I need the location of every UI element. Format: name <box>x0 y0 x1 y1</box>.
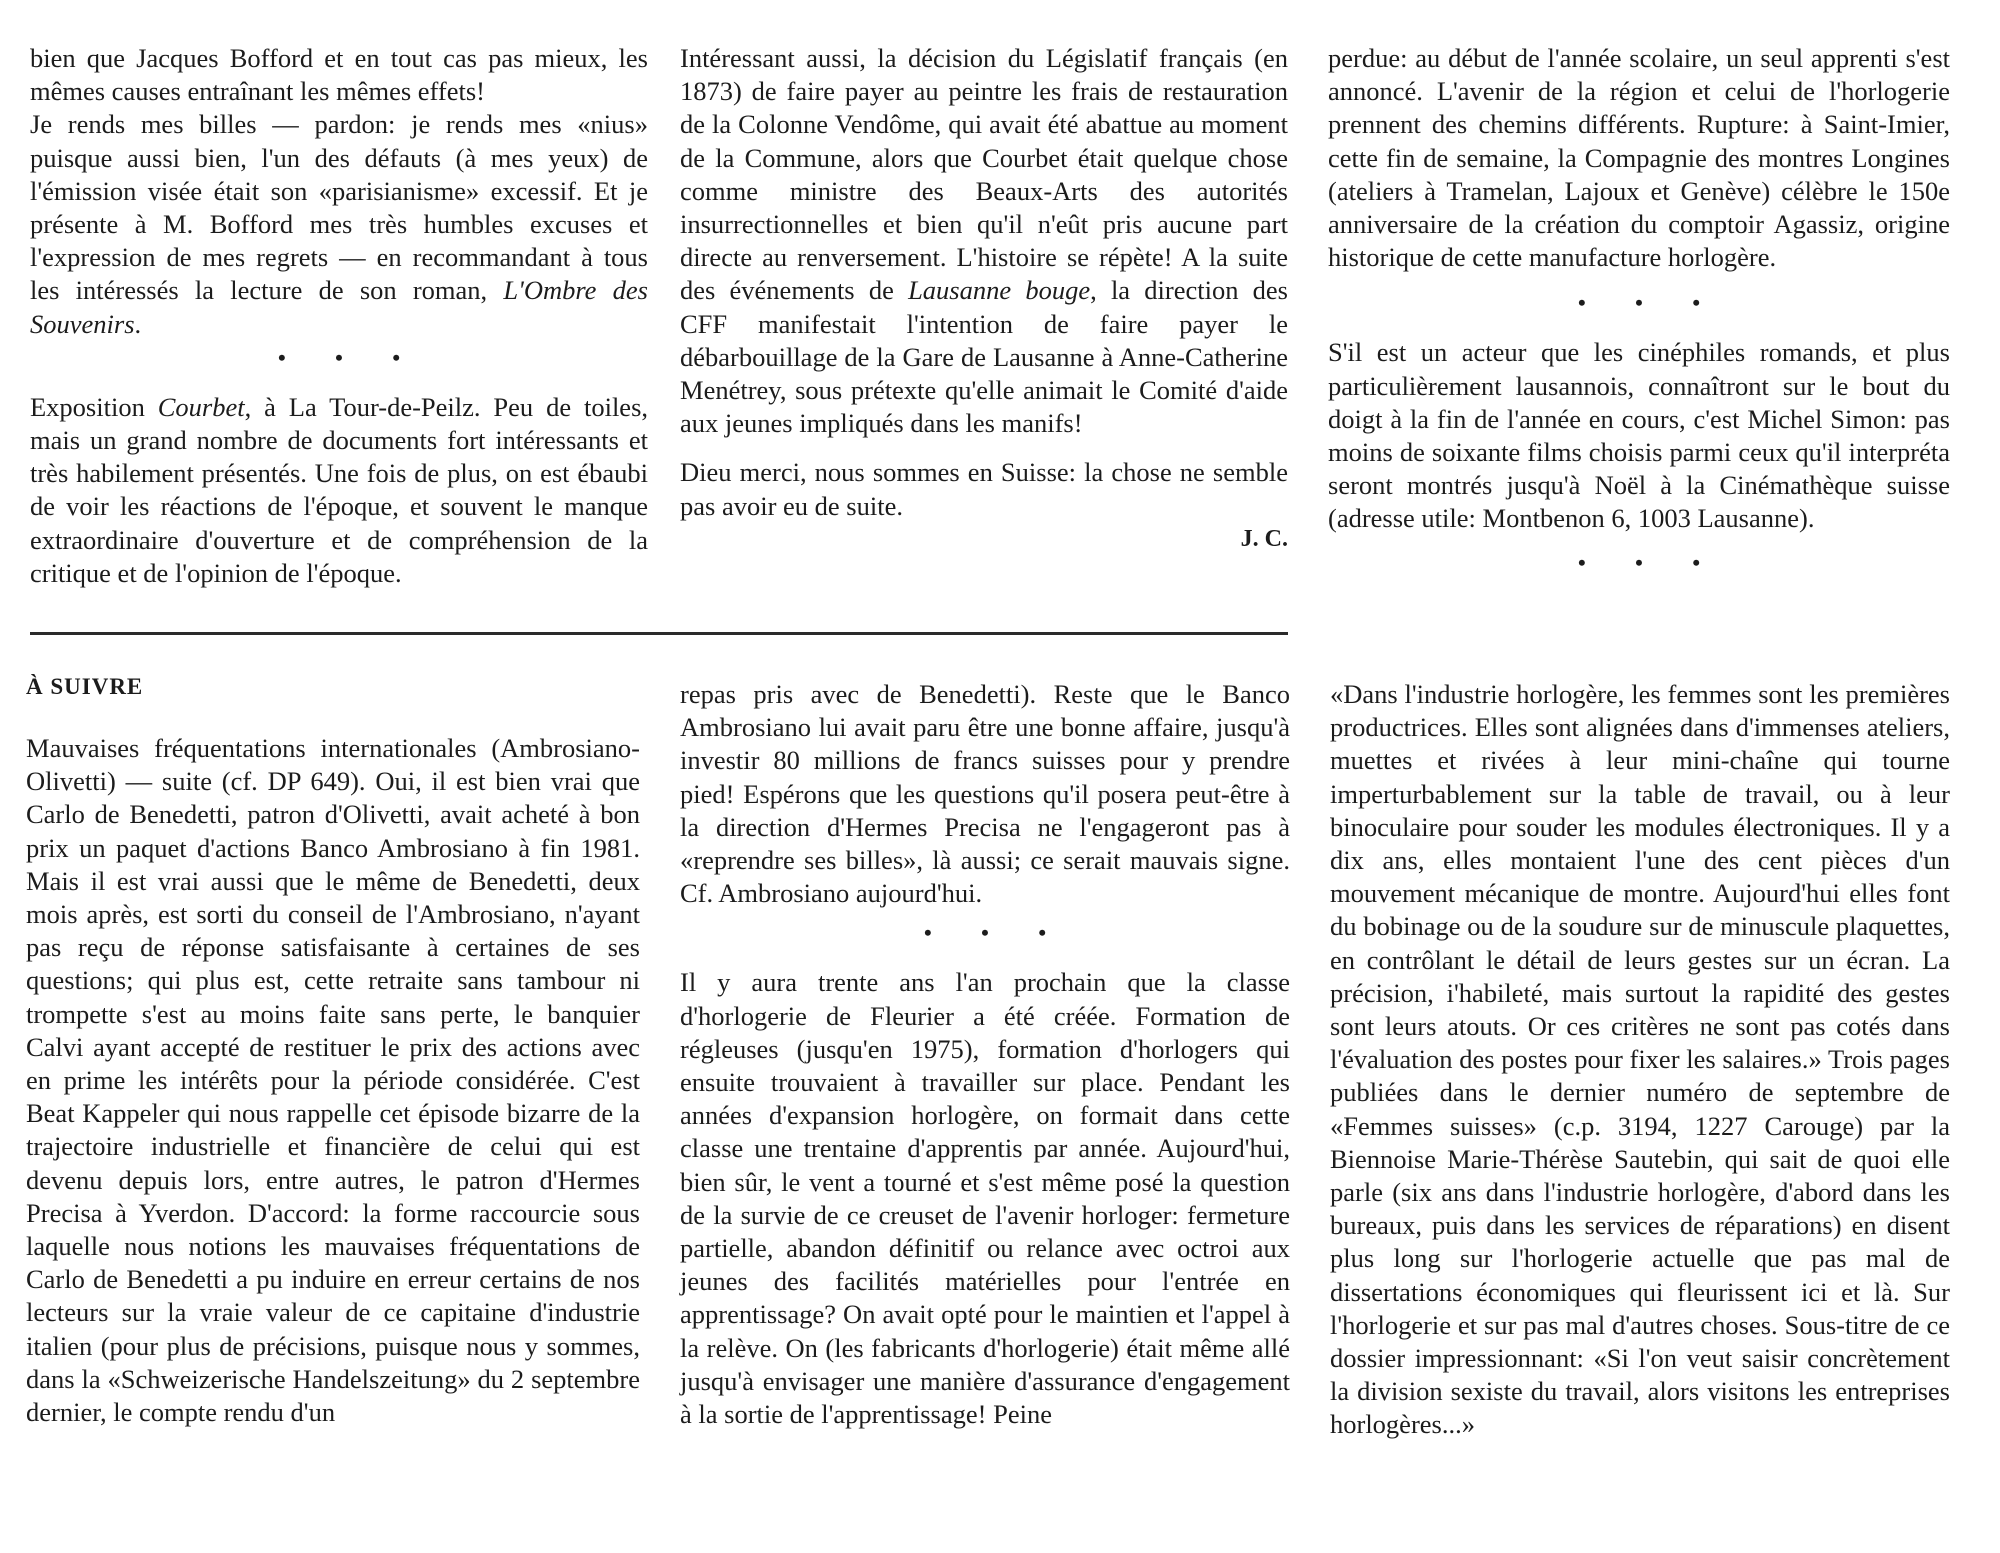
separator-stars: • • • <box>923 920 1069 946</box>
paragraph: bien que Jacques Bofford et en tout cas pas mieux, les mêmes causes entraînant les mêmes effets! <box>30 43 648 107</box>
paragraph: Mauvaises fréquentations internationales (Ambrosiano-Olivetti) — suite (cf. DP 649). Oui, il est bien vrai que Carlo de Benedetti, patron d'Olivetti, avait acheté à bon prix un paquet d'actions Banco Ambrosiano à fin 1981. Mais il est vrai aussi que le même de Benedetti, deux mois après, est sorti du conseil de l'Ambrosiano, n'ayant pas reçu de réponse satisfaisante à certaines de ses questions; qui plus est, cette retraite sans tambour ni trompette s'est au moins faite sans perte, le banquier Calvi ayant accepté de restituer le prix des actions avec en prime les intérêts pour la période considérée. C'est Beat Kappeler qui nous rappelle cet épisode bizarre de la trajectoire industrielle et financière de celui qui est devenu depuis lors, entre autres, le patron d'Hermes Precisa à Yverdon. D'accord: la forme raccourcie sous laquelle nous notions les mauvaises fréquentations de Carlo de Benedetti a pu induire en erreur certains de nos lecteurs sur la vraie valeur de ce capitaine d'industrie italien (pour plus de précisions, puisque nous y sommes, dans la «Schweizerische Handelszeitung» du 2 septembre dernier, le compte rendu d'un <box>26 733 640 1428</box>
bottom-column-1 <box>26 672 640 1429</box>
show-title: Lausanne bouge <box>908 275 1091 306</box>
bottom-column-2 <box>680 678 1290 1431</box>
bottom-column-3 <box>1330 678 1950 1442</box>
top-column-3 <box>1328 42 1950 580</box>
paragraph: S'il est un acteur que les cinéphiles romands, et plus particulièrement lausannois, connaîtront sur le bout du doigt à la fin de l'année en cours, c'est Michel Simon: pas moins de soixante films choisis parmi ceux qu'il interpréta seront montrés jusqu'à Noël à la Cinémathèque suisse (adresse utile: Montbenon 6, 1003 Lausanne). <box>1328 337 1950 534</box>
paragraph: Je rends mes billes — pardon: je rends mes «nius» puisque aussi bien, l'un des défauts (à mes yeux) de l'émission visée était son «parisianisme» excessif. Et je présente à M. Bofford mes très humbles excuses et l'expression de mes regrets — en recommandant à tous les intéressés la lecture de son roman, L'Ombre des Souvenirs. <box>30 109 648 339</box>
painter-name: Courbet <box>157 391 245 422</box>
paragraph: Intéressant aussi, la décision du Législatif français (en 1873) de faire payer au peintre les frais de restauration de la Colonne Vendôme, qui avait été abattue au moment de la Commune, alors que Courbet était quelque chose comme ministre des Beaux-Arts des autorités insurrectionnelles et bien qu'il n'eût pris aucune part directe au renversement. L'histoire se répète! A la suite des événements de Lausanne bouge, la direction des CFF manifestait l'intention de faire payer le débarbouillage de la Gare de Lausanne à Anne-Catherine Menétrey, sous prétexte qu'elle animait le Comité d'aide aux jeunes impliqués dans les manifs! <box>680 43 1288 439</box>
book-title: L'Ombre des Souvenirs <box>30 275 648 339</box>
paragraph: Exposition Courbet, à La Tour-de-Peilz. Peu de toiles, mais un grand nombre de documents fort intéressants et très habilement présentés. Une fois de plus, on est ébaubi de voir les réactions de l'époque, et souvent le manque extraordinaire d'ouverture et de compréhension de la critique et de l'opinion de l'époque. <box>30 391 649 588</box>
separator-stars: • • • <box>1577 549 1723 575</box>
paragraph: Il y aura trente ans l'an prochain que la classe d'horlogerie de Fleurier a été créée. Formation de régleuses (jusqu'en 1975), formation d'horlogers qui ensuite trouvaient à travailler sur place. Pendant les années d'expansion horlogère, on formait dans cette classe une trentaine d'apprentis par année. Aujourd'hui, bien sûr, le vent a tourné et s'est même posé la question de la survie de ce creuset de l'avenir horloger: fermeture partielle, abandon définitif ou relance avec octroi aux jeunes des facilités matérielles pour l'entrée en apprentissage? On avait opté pour le maintien et l'appel à la relève. On (les fabricants d'horlogerie) était même allé jusqu'à envisager une manière d'assurance d'engagement à la sortie de l'apprentissage! Peine <box>680 967 1290 1430</box>
paragraph: Dieu merci, nous sommes en Suisse: la chose ne semble pas avoir eu de suite. <box>680 457 1288 521</box>
paragraph: repas pris avec de Benedetti). Reste que le Banco Ambrosiano lui avait paru être une bonne affaire, jusqu'à investir 80 millions de francs suisses pour y prendre pied! Espérons que les questions qu'il posera peut-être à la direction d'Hermes Precisa ne l'engageront pas à «reprendre ses billes», là aussi; ce serait mauvais signe. Cf. Ambrosiano aujourd'hui. <box>680 679 1290 909</box>
separator-stars: • • • <box>1577 290 1723 316</box>
paragraph: perdue: au début de l'année scolaire, un seul apprenti s'est annoncé. L'avenir de la région et celui de l'horlogerie prennent des chemins différents. Rupture: à Saint-Imier, cette fin de semaine, la Compagnie des montres Longines (ateliers à Tramelan, Lajoux et Genève) célèbre le 150e anniversaire de la création du comptoir Agassiz, origine historique de cette manufacture horlogère. <box>1328 43 1950 273</box>
section-divider <box>30 632 1288 635</box>
paragraph: «Dans l'industrie horlogère, les femmes sont les premières productrices. Elles sont alignées dans d'immenses ateliers, muettes et rivées à leur mini-chaîne qui tourne imperturbablement sur la table de travail, ou à leur binoculaire pour souder les modules électroniques. Il y a dix ans, elles montaient l'une des cent pièces d'un mouvement mécanique de montre. Aujourd'hui elles font du bobinage ou de la soudure sur de minuscule plaquettes, en contrôlant le détail de leurs gestes sur un écran. La précision, i'habileté, mais surtout la rapidité des gestes sont leurs atouts. Or ces critères ne sont pas cotés dans l'évaluation des postes pour fixer les salaires.» Trois pages publiées dans le dernier numéro de septembre de «Femmes suisses» (c.p. 3194, 1227 Carouge) par la Biennoise Marie-Thérèse Sautebin, qui sait de quoi elle parle (six ans dans l'industrie horlogère, d'abord dans les bureaux, puis dans les services de réparations) en disent plus long sur l'horlogerie actuelle que pas mal de dissertations économiques qui fleurissent ici et là. Sur l'horlogerie et sur pas mal d'autres choses. Sous-titre de ce dossier impressionnant: «Si l'on veut saisir concrètement la division sexiste du travail, alors visitons les entreprises horlogères...» <box>1330 679 1950 1440</box>
top-column-2 <box>680 42 1288 556</box>
section-heading: À SUIVRE <box>26 674 144 699</box>
separator-stars: • • • <box>277 344 423 370</box>
author-signature: J. C. <box>1240 525 1288 552</box>
top-column-1 <box>30 42 648 590</box>
